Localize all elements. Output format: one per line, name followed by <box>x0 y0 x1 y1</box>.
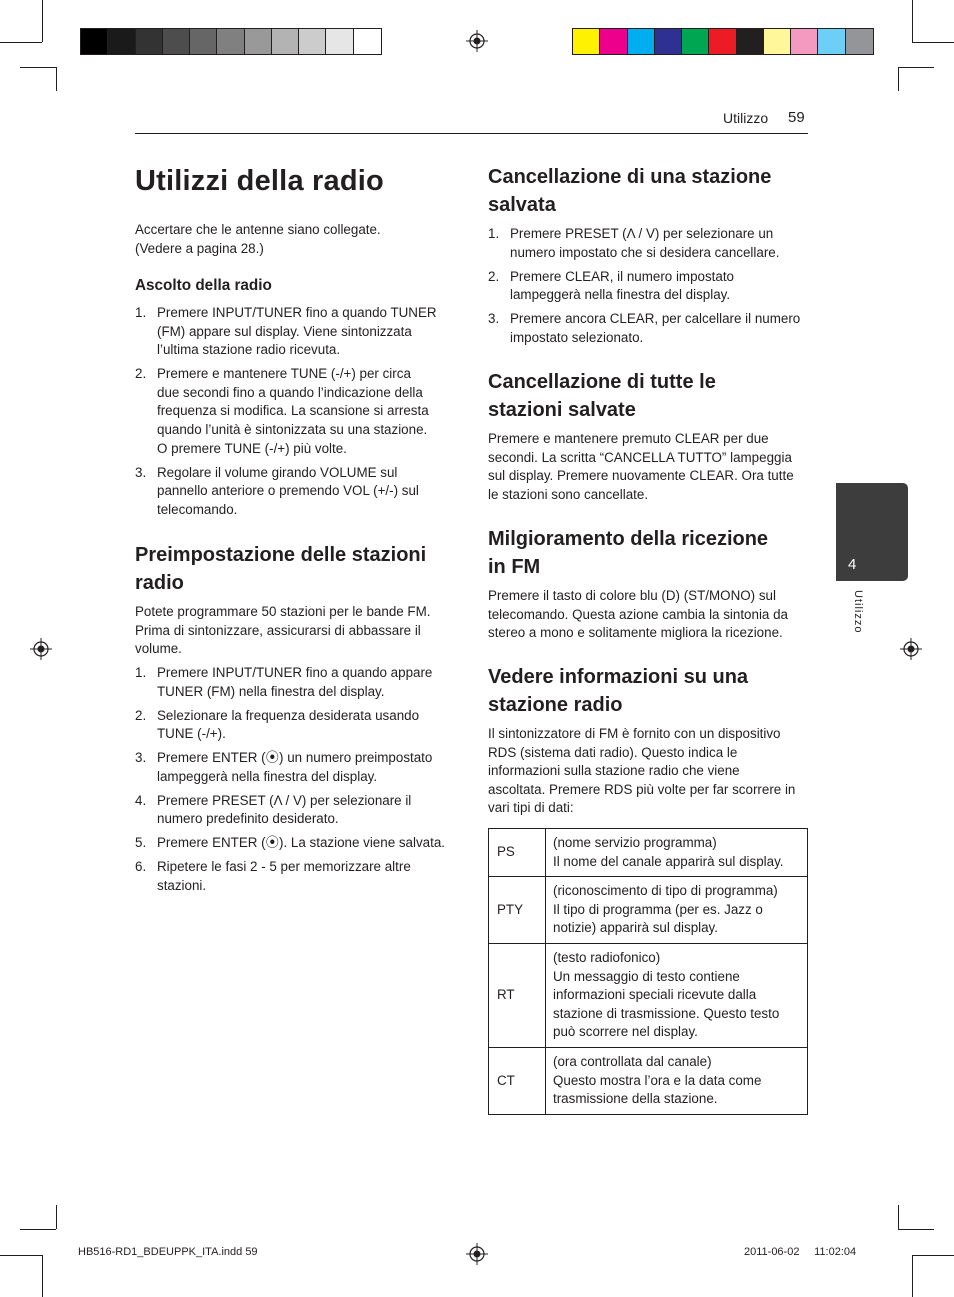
rds-description-cell <box>546 1047 808 1114</box>
list-item-number: 4. <box>135 792 147 808</box>
footer-filename: HB516-RD1_BDEUPPK_ITA.indd 59 <box>78 1246 258 1258</box>
rds-info-table <box>488 828 808 1115</box>
page-number: 59 <box>788 109 805 126</box>
rds-description-line: trasmissione della stazione. <box>553 1091 718 1107</box>
crop-mark <box>898 1229 934 1230</box>
list-item-line: numero predefinito desiderato. <box>157 811 339 827</box>
list-item-line: TUNE (-/+). <box>157 726 226 742</box>
rds-body: Il sintonizzatore di FM è fornito con un dispositivo RDS (sistema dati radio). Questo indica le informazioni sulla stazione radio che viene ascoltata. Premere RDS più volte per far scorrere in vari tipi di dati: <box>488 726 796 816</box>
section-heading-delete-all: Cancellazione di tutte le stazioni salvate <box>488 371 716 421</box>
list-item-line: quando l’unità è sintonizzata su una stazione. <box>157 421 428 437</box>
color-bar <box>572 28 874 55</box>
rds-description-line: stazione di trasmissione. Questo testo <box>553 1005 780 1021</box>
section-heading-listening: Ascolto della radio <box>135 277 272 294</box>
color-swatch <box>136 29 163 54</box>
list-item <box>135 834 455 853</box>
crop-mark <box>20 1229 56 1230</box>
color-swatch <box>81 29 108 54</box>
rds-description-line: (ora controllata dal canale) <box>553 1053 712 1069</box>
color-swatch <box>190 29 217 54</box>
rds-code-cell: RT <box>489 943 546 1047</box>
rds-description-cell <box>546 877 808 944</box>
list-item-number: 1. <box>488 226 500 241</box>
footer-date: 2011-06-02 <box>744 1246 800 1258</box>
crop-mark <box>56 1205 57 1229</box>
list-item-line: O premere TUNE (-/+) più volte. <box>157 440 347 456</box>
crop-mark <box>898 1205 899 1229</box>
color-swatch <box>628 29 655 54</box>
registration-mark-icon <box>466 30 488 52</box>
list-item <box>135 304 455 360</box>
list-item-line: Premere CLEAR, il numero impostato <box>510 268 735 284</box>
list-item <box>488 225 808 262</box>
crop-mark <box>912 0 913 42</box>
color-swatch <box>163 29 190 54</box>
table-row <box>489 943 808 1047</box>
color-swatch <box>326 29 353 54</box>
list-item-number: 3. <box>135 750 147 766</box>
crop-mark <box>42 0 43 42</box>
registration-mark-icon <box>30 638 52 660</box>
list-item-line: Selezionare la frequenza desiderata usando <box>157 707 420 723</box>
chapter-number: 4 <box>848 556 857 573</box>
color-swatch <box>791 29 818 54</box>
list-item-line: Premere PRESET (Λ / V) per selezionare un <box>510 226 774 241</box>
color-swatch <box>737 29 764 54</box>
rds-description-line: Un messaggio di testo contiene <box>553 968 740 984</box>
list-item-line: l’ultima stazione radio ricevuta. <box>157 342 341 358</box>
list-item-number: 2. <box>135 366 147 382</box>
rds-description-line: Il nome del canale apparirà sul display. <box>553 853 784 869</box>
list-item-number: 2. <box>135 707 147 723</box>
delete-all-body: Premere e mantenere premuto CLEAR per due secondi. La scritta “CANCELLA TUTTO” lampeggia sul display. Premere nuovamente CLEAR. Ora tutte le stazioni sono cancellate. <box>488 431 794 502</box>
list-item-number: 5. <box>135 835 147 851</box>
chapter-label: Utilizzo <box>852 590 864 634</box>
list-item-line: Premere PRESET (Λ / V) per selezionare il <box>157 792 412 808</box>
section-heading-rds: Vedere informazioni su una stazione radio <box>488 666 749 716</box>
rds-description-line: può scorrere nel display. <box>553 1024 698 1040</box>
list-item-line: Premere ENTER (⦿). La stazione viene salvata. <box>157 835 446 851</box>
color-swatch <box>299 29 326 54</box>
rds-code-cell: CT <box>489 1047 546 1114</box>
rds-description-line: Il tipo di programma (per es. Jazz o <box>553 901 763 917</box>
list-item-line: Regolare il volume girando VOLUME sul <box>157 464 398 480</box>
section-heading-delete-one: Cancellazione di una stazione salvata <box>488 166 772 216</box>
rds-description-line: notizie) apparirà sul display. <box>553 920 718 936</box>
crop-mark <box>912 1255 954 1256</box>
list-item-line: Ripetere le fasi 2 - 5 per memorizzare altre <box>157 859 411 875</box>
color-swatch <box>217 29 244 54</box>
list-item-line: stazioni. <box>157 877 207 893</box>
rds-description-line: Questo mostra l’ora e la data come <box>553 1072 762 1088</box>
footer-time: 11:02:04 <box>808 1246 857 1258</box>
improve-body: Premere il tasto di colore blu (D) (ST/MONO) sul telecomando. Questa azione cambia la sintonia da stereo a mono e solitamente migliora la ricezione. <box>488 588 788 641</box>
list-item-number: 3. <box>488 311 500 327</box>
color-swatch <box>573 29 600 54</box>
preset-steps <box>135 664 455 901</box>
list-item-number: 1. <box>135 305 147 320</box>
list-item-line: Premere e mantenere TUNE (-/+) per circa <box>157 366 411 382</box>
crop-mark <box>912 42 954 43</box>
crop-mark <box>0 42 42 43</box>
list-item <box>135 664 455 701</box>
list-item <box>135 792 455 829</box>
list-item-line: telecomando. <box>157 501 238 517</box>
list-item-number: 2. <box>488 268 500 284</box>
rds-description-cell <box>546 829 808 877</box>
list-item <box>488 268 808 305</box>
chapter-tab <box>836 483 908 581</box>
list-item-line: Premere ancora CLEAR, per calcellare il numero <box>510 311 801 327</box>
page-title: Utilizzi della radio <box>135 165 384 197</box>
color-swatch <box>272 29 299 54</box>
preset-body: Potete programmare 50 stazioni per le bande FM. Prima di sintonizzare, assicurarsi di abbassare il volume. <box>135 604 431 657</box>
rds-code-cell: PTY <box>489 877 546 944</box>
section-heading-improve: Milgioramento della ricezione in FM <box>488 528 769 578</box>
list-item-line: Premere INPUT/TUNER fino a quando TUNER <box>157 305 437 320</box>
color-swatch <box>245 29 272 54</box>
color-swatch <box>846 29 873 54</box>
list-item-line: TUNER (FM) nella finestra del display. <box>157 683 385 699</box>
registration-mark-icon <box>900 638 922 660</box>
rds-description-cell <box>546 943 808 1047</box>
crop-mark <box>20 67 56 68</box>
rds-description-line: (riconoscimento di tipo di programma) <box>553 883 778 899</box>
header-rule <box>135 133 808 134</box>
crop-mark <box>0 1255 42 1256</box>
list-item-line: pannello anteriore o premendo VOL (+/-) sul <box>157 483 419 499</box>
crop-mark <box>56 67 57 91</box>
list-item <box>135 464 455 520</box>
color-swatch <box>818 29 845 54</box>
list-item-number: 6. <box>135 859 147 875</box>
list-item <box>488 310 808 347</box>
table-row <box>489 829 808 877</box>
rds-description-line: (nome servizio programma) <box>553 835 717 850</box>
registration-mark-icon <box>466 1243 488 1265</box>
section-heading-preset: Preimpostazione delle stazioni radio <box>135 544 427 594</box>
color-swatch <box>764 29 791 54</box>
list-item-line: impostato selezionato. <box>510 329 644 345</box>
list-item-line: (FM) appare sul display. Viene sintonizzata <box>157 323 412 339</box>
rds-description-line: (testo radiofonico) <box>553 949 661 965</box>
list-item-line: lampeggerà nella finestra del display. <box>157 768 378 784</box>
crop-mark <box>898 67 934 68</box>
list-item-line: numero impostato che si desidera cancellare. <box>510 244 780 260</box>
delete-one-steps <box>488 225 808 353</box>
crop-mark <box>42 1255 43 1297</box>
color-swatch <box>709 29 736 54</box>
list-item-line: Premere INPUT/TUNER fino a quando appare <box>157 665 433 680</box>
list-item <box>135 749 455 786</box>
list-item-line: lampeggerà nella finestra del display. <box>510 287 731 303</box>
color-swatch <box>108 29 135 54</box>
list-item <box>135 707 455 744</box>
list-item-line: Premere ENTER (⦿) un numero preimpostato <box>157 750 433 766</box>
table-row <box>489 877 808 944</box>
list-item <box>135 858 455 895</box>
list-item-line: due secondi fino a quando l’indicazione della <box>157 384 423 400</box>
running-header-section: Utilizzo <box>723 110 769 126</box>
listening-steps <box>135 304 455 525</box>
rds-description-line: informazioni speciali ricevute dalla <box>553 987 757 1003</box>
list-item-line: frequenza si modifica. La scansione si arresta <box>157 403 429 419</box>
grayscale-bar <box>80 28 382 55</box>
list-item-number: 3. <box>135 464 147 480</box>
list-item <box>135 365 455 458</box>
rds-code-cell: PS <box>489 829 546 877</box>
list-item-number: 1. <box>135 665 147 680</box>
color-swatch <box>682 29 709 54</box>
table-row <box>489 1047 808 1114</box>
crop-mark <box>912 1255 913 1297</box>
crop-mark <box>898 67 899 91</box>
color-swatch <box>354 29 381 54</box>
color-swatch <box>600 29 627 54</box>
intro-text: Accertare che le antenne siano collegate. (Vedere a pagina 28.) <box>135 222 381 256</box>
color-swatch <box>655 29 682 54</box>
